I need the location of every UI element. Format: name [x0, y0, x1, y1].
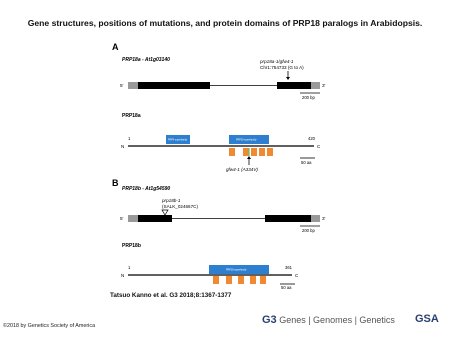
panel-b-label: B	[112, 178, 119, 188]
panel-b-gene-label: PRP18b - At1g54590	[122, 186, 171, 192]
panel-b-exon-2	[265, 215, 311, 222]
panel-b-five-prime: 5'	[120, 216, 124, 221]
panel-a-motif-3	[251, 148, 257, 156]
copyright: ©2018 by Genetics Society of America	[3, 323, 96, 329]
panel-a-protein-mutation-label: gfw4-1 (A334V)	[226, 167, 258, 172]
panel-a-mutation-label-2: Chr1:754733 (G to A)	[260, 65, 304, 70]
panel-a-c-term: C	[317, 144, 321, 149]
panel-a-domain-prp4-label: PRP4 superfamily	[168, 138, 188, 142]
journal-g3: G3	[262, 314, 277, 326]
panel-a-utr-3	[311, 82, 320, 89]
panel-a-n-term: N	[121, 144, 125, 149]
panel-b-scale-label: 200 bp	[302, 228, 315, 233]
panel-a-motif-5	[267, 148, 273, 156]
panel-b-domain-prp18-label: PRP18 superfamily	[226, 268, 247, 272]
panel-a-mutation-label-1: prp18a-1/gfw4-1	[260, 59, 294, 64]
panel-a-protein-mutation-arrowhead	[247, 156, 251, 159]
panel-b-c-term: C	[295, 273, 299, 278]
panel-a-end: 420	[308, 136, 315, 141]
gsa-logo: GSA	[415, 313, 439, 325]
panel-b-tdna-marker	[162, 210, 168, 215]
journal-name: Genes | Genomes | Genetics	[279, 315, 395, 325]
panel-b-protein-scale-label: 50 aa	[281, 285, 292, 290]
panel-a-motif-4	[259, 148, 265, 156]
panel-a-label: A	[112, 42, 119, 52]
panel-a-scale-label: 200 bp	[302, 95, 315, 100]
panel-a-mutation-arrowhead	[286, 77, 290, 80]
journal-logo	[262, 314, 395, 326]
citation: Tatsuo Kanno et al. G3 2018;8:1367-1377	[110, 292, 232, 299]
panel-b-protein-label: PRP18b	[122, 243, 141, 249]
panel-a-three-prime: 3'	[322, 83, 326, 88]
panel-b-motif-3	[238, 276, 244, 284]
figure-title: Gene structures, positions of mutations, and protein domains of PRP18 paralogs in Arabidopsis.	[27, 18, 423, 28]
panel-b-start: 1	[128, 265, 131, 270]
panel-b-utr-5	[128, 215, 138, 222]
panel-b-mutation-label-1: prp18b-1	[162, 198, 181, 203]
panel-b-utr-3	[311, 215, 320, 222]
panel-a-gene-label: PRP18a - At1g03140	[122, 57, 170, 63]
panel-a-protein-label: PRP18a	[122, 113, 141, 119]
panel-b-mutation-label-2: (SALK_024667C)	[162, 204, 199, 209]
panel-a-utr-5	[128, 82, 138, 89]
panel-a-five-prime: 5'	[120, 83, 124, 88]
panel-b-exon-1	[138, 215, 172, 222]
panel-a-exon-2	[277, 82, 311, 89]
panel-a-motif-1	[229, 148, 235, 156]
panel-a-motif-2	[243, 148, 249, 156]
panel-b-three-prime: 3'	[322, 216, 326, 221]
panel-a-exon-1	[138, 82, 210, 89]
panel-b-motif-1	[213, 276, 219, 284]
figure-panels	[110, 40, 350, 290]
panel-a-protein-scale-label: 50 aa	[301, 160, 312, 165]
panel-b-motif-2	[226, 276, 232, 284]
panel-b-motif-5	[260, 276, 266, 284]
panel-b-n-term: N	[121, 273, 125, 278]
panel-b-end: 361	[285, 265, 292, 270]
panel-b-motif-4	[250, 276, 256, 284]
panel-a-domain-prp18-label: PRP18 superfamily	[236, 138, 257, 142]
panel-a-start: 1	[128, 136, 131, 141]
